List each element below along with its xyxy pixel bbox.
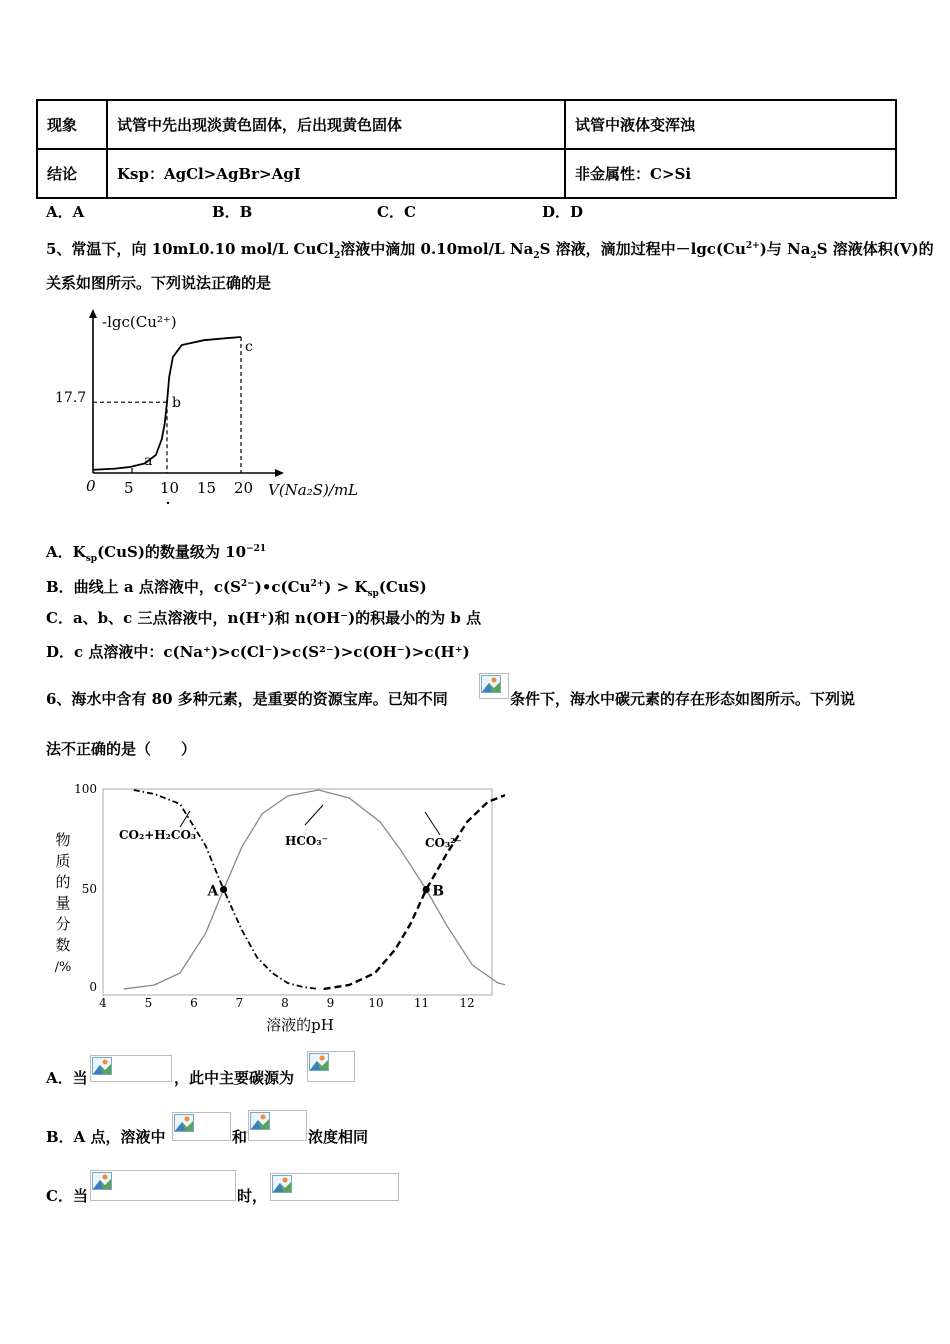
- x-tick-label: 10: [160, 479, 180, 497]
- q4-option-c: C．C: [377, 203, 416, 221]
- series-label-hco3: HCO₃⁻: [285, 834, 328, 848]
- image-placeholder: [307, 1051, 355, 1082]
- broken-image-icon: [481, 675, 501, 693]
- series-co3: [324, 790, 505, 989]
- y-axis-label-char: 分: [55, 915, 71, 933]
- broken-image-icon: [92, 1172, 112, 1190]
- y-axis-label-char: 量: [55, 894, 71, 912]
- point-a: [220, 886, 227, 893]
- q6-option-a-part2: ，此中主要碳源为: [174, 1069, 295, 1087]
- q4-option-a: A．A: [46, 203, 85, 221]
- q6-option-c-part1: C．当: [46, 1187, 88, 1205]
- q6-stem-part2: 条件下，海水中碳元素的存在形态如图所示。下列说: [510, 690, 856, 708]
- y-tick-label: 17.7: [55, 390, 87, 406]
- y-tick-label: 50: [81, 882, 97, 896]
- point-label-a: a: [144, 453, 153, 469]
- table-row: [37, 149, 896, 198]
- broken-image-icon: [309, 1053, 329, 1071]
- point-label-b: b: [172, 395, 181, 412]
- table-cell: 试管中先出现淡黄色固体，后出现黄色固体: [107, 100, 565, 149]
- x-tick-label: 7: [235, 996, 244, 1010]
- table-cell: 试管中液体变浑浊: [565, 100, 896, 149]
- y-axis-label-char: 数: [55, 936, 71, 954]
- q5-option-d: D．c 点溶液中：c(Na⁺)>c(Cl⁻)>c(S²⁻)>c(OH⁻)>c(H⁺): [46, 643, 470, 661]
- image-placeholder: [90, 1170, 236, 1201]
- cu-titration-chart: [50, 305, 380, 520]
- table-row: [37, 100, 896, 149]
- y-axis-label: -lgc(Cu²⁺): [102, 313, 177, 331]
- point-label-a: A: [207, 883, 219, 900]
- series-label-co2: CO₂+H₂CO₃: [119, 828, 197, 842]
- image-placeholder: [248, 1110, 307, 1141]
- x-tick-label: 10: [368, 996, 384, 1010]
- y-axis-arrow: [89, 309, 97, 318]
- q4-option-b: B．B: [212, 203, 253, 221]
- x-tick-label: 5: [144, 996, 153, 1010]
- x-tick-label: 6: [190, 996, 198, 1010]
- q6-stem-part1: 6、海水中含有 80 多种元素，是重要的资源宝库。已知不同: [46, 690, 448, 708]
- series-hco3: [124, 790, 506, 989]
- y-axis-label-char: /%: [54, 960, 72, 975]
- leader-line: [305, 805, 323, 825]
- x-tick-label: 9: [326, 996, 335, 1010]
- broken-image-icon: [92, 1057, 112, 1075]
- dot-mark: [167, 502, 169, 504]
- q5-stem-line2: 关系如图所示。下列说法正确的是: [46, 274, 272, 292]
- q5-option-a: A．$K_{sp}(CuS)$的数量级为 $10^{-21}$: [46, 543, 267, 564]
- experiment-table: [36, 99, 897, 199]
- y-tick-label: 100: [74, 782, 97, 796]
- row-label: 结论: [37, 149, 107, 198]
- q6-option-c-part2: 时，: [237, 1187, 268, 1205]
- image-placeholder: [90, 1055, 172, 1082]
- x-axis-label: V(Na₂S)/mL: [268, 481, 359, 499]
- carbon-species-chart: [45, 775, 505, 1040]
- q6-option-b-part1: B．A 点，溶液中: [46, 1128, 166, 1146]
- q6-option-b-part2: 和: [232, 1128, 248, 1146]
- x-tick-label: 11: [413, 996, 430, 1010]
- x-tick-label: 20: [234, 479, 254, 497]
- series-label-co3: CO₃²⁻: [425, 836, 462, 850]
- x-tick-label: 12: [459, 996, 475, 1010]
- x-tick-label: 8: [281, 996, 289, 1010]
- x-tick-label: 15: [197, 479, 217, 497]
- point-label-b: B: [432, 883, 445, 900]
- y-axis-label-char: 质: [55, 852, 71, 870]
- leader-line: [425, 812, 440, 835]
- y-tick-label: 0: [89, 980, 97, 994]
- titration-curve: [93, 337, 241, 470]
- q6-option-a-part1: A．当: [46, 1069, 88, 1087]
- q4-option-d: D．D: [542, 203, 584, 221]
- broken-image-icon: [174, 1114, 194, 1132]
- point-label-c: c: [245, 339, 253, 355]
- table-cell: 非金属性：C>Si: [565, 149, 896, 198]
- y-axis-label-char: 物: [55, 831, 71, 849]
- y-axis-label-char: 的: [55, 873, 71, 891]
- broken-image-icon: [250, 1112, 270, 1130]
- x-tick-label: 0: [86, 477, 96, 495]
- broken-image-icon: [272, 1175, 292, 1193]
- q5-option-c: C．a、b、c 三点溶液中，n(H⁺)和 n(OH⁻)的积最小的为 b 点: [46, 609, 482, 627]
- x-axis-arrow: [275, 469, 284, 477]
- x-tick-label: 4: [99, 996, 107, 1010]
- q6-option-b-part3: 浓度相同: [308, 1128, 369, 1146]
- point-b: [423, 886, 430, 893]
- row-label: 现象: [37, 100, 107, 149]
- q5-option-b: B．曲线上 a 点溶液中，$c(S^{2-})•c(Cu^{2+}) > K_{sp}(CuS)$: [46, 578, 427, 599]
- image-placeholder: [270, 1173, 399, 1201]
- y-axis-label: [55, 831, 72, 975]
- image-placeholder: [479, 673, 509, 699]
- q5-stem: 5、常温下，向 10mL0.10 mol/L CuCl$_2$溶液中滴加 0.10mol/L $Na_2S$ 溶液，滴加过程中$-\lg c(Cu^{2+})$与 $Na_2S$ 溶液体积(V)的: [46, 240, 934, 261]
- image-placeholder: [172, 1112, 231, 1141]
- q6-stem-line2: 法不正确的是（ ）: [46, 740, 197, 758]
- table-cell: Ksp：AgCl>AgBr>AgI: [107, 149, 565, 198]
- x-tick-label: 5: [124, 479, 134, 497]
- x-axis-label: 溶液的pH: [266, 1016, 334, 1034]
